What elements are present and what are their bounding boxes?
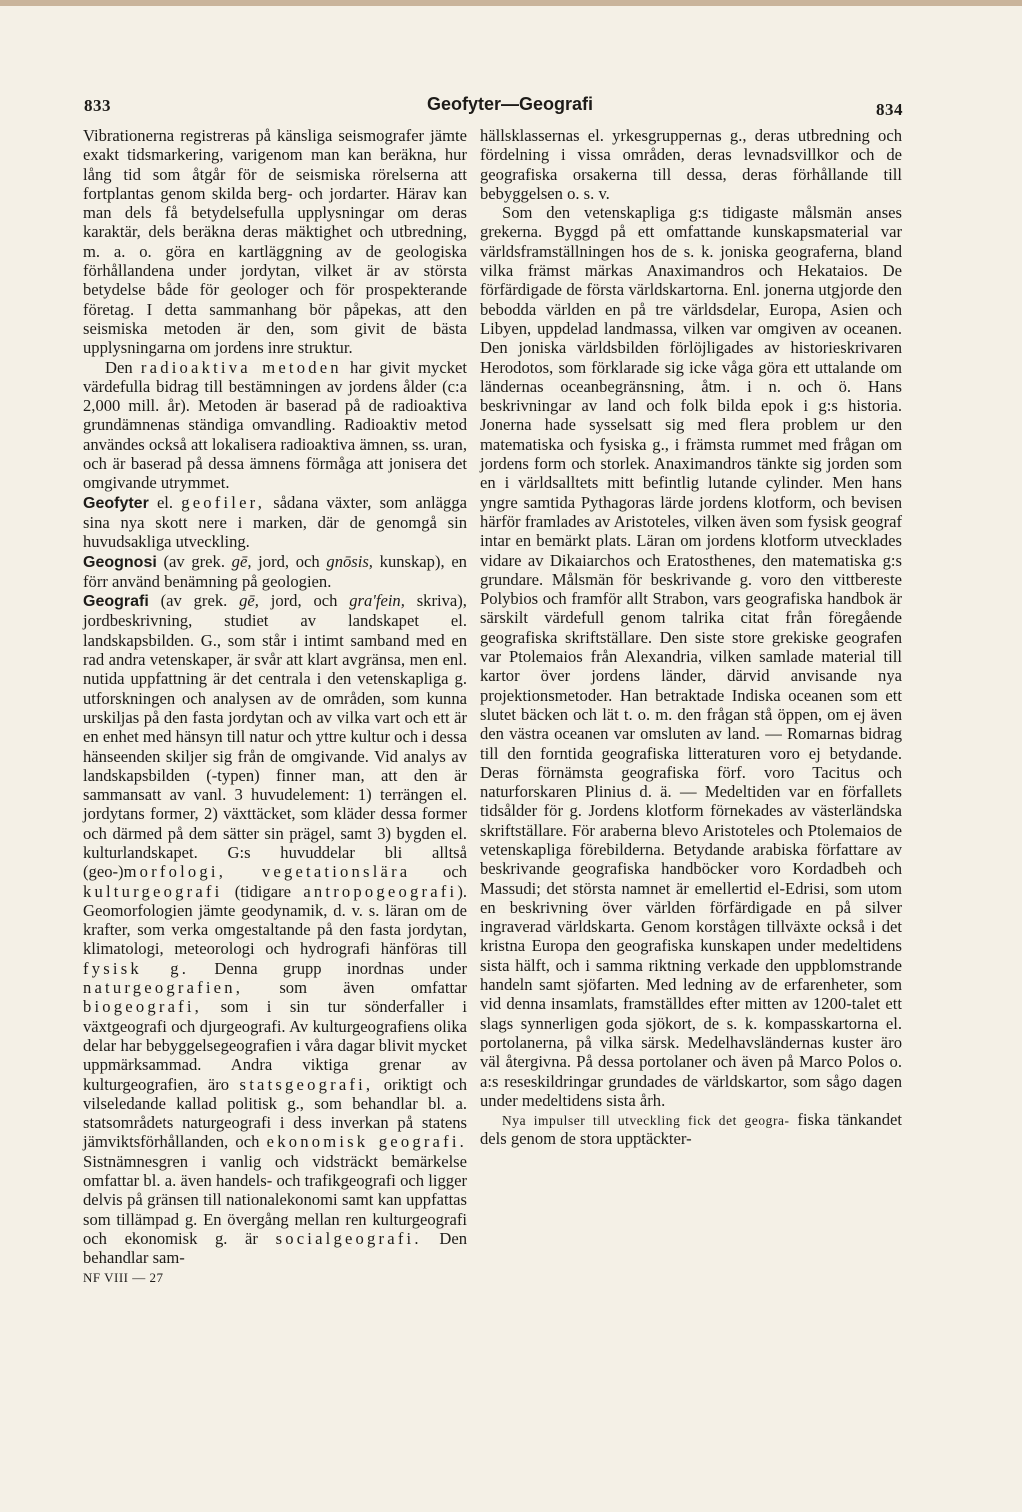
text: oriktigt och vilseledande kallad politisk g., som behandlar bl. a. statsområdets naturgeografi i dess inverkan på statens jämviktsförhållanden, och: [83, 1074, 467, 1152]
greek-term: gē,: [231, 551, 252, 571]
spaced-term: geofiler,: [181, 492, 266, 512]
headword-geofyter: Geofyter: [83, 494, 149, 512]
greek-term: gē,: [239, 591, 259, 611]
spaced-term: antropogeografi: [303, 881, 458, 901]
text: el.: [156, 492, 174, 512]
page-number-right: 834: [876, 100, 903, 119]
headword-geognosi: Geognosi: [83, 553, 157, 571]
spaced-term: morfologi, vegetationslära: [123, 862, 411, 882]
spaced-term: fysisk g.: [83, 958, 190, 978]
text: har givit mycket värdefulla bidrag till bestämningen av jordens ålder (c:a 2,000 mill. år). Metoden är baserad på de radioaktiva grundämnenas ständiga omvandling. Radioaktiv metod användes också att lokalisera radioaktiva ämnen, ss. uran, och är baserad på dessa ämnens förmåga att jonisera det omgivande utrymmet.: [83, 357, 467, 493]
paragraph-radioactive: [83, 358, 467, 493]
entry-geofyter: [83, 493, 467, 552]
spaced-term: socialgeografi.: [275, 1228, 422, 1248]
text: sådana växter, som anlägga sina nya skott nere i marken, där de genomgå sin huvudsakliga utveckling.: [83, 492, 467, 552]
spaced-term: biogeografi,: [83, 997, 203, 1017]
text: jord, och: [258, 551, 320, 571]
text: jord, och: [270, 591, 338, 611]
right-column: [480, 126, 902, 1149]
paragraph-new-impulses: [480, 1110, 902, 1149]
text: geo-: [88, 862, 119, 882]
spaced-term: naturgeografien,: [83, 978, 244, 998]
text: (av grek.: [160, 591, 228, 611]
text: (tidigare: [234, 881, 291, 901]
text: fiska tänkandet dels genom de stora upptäckter-: [480, 1110, 902, 1149]
spaced-term: kulturgeografi: [83, 881, 223, 901]
text: Den: [105, 357, 133, 377]
text: ). Geomorfologien jämte geodynamik, d. v. s. läran om de krafter, som verka omgestaltande på den fasta jordytan, klimatologi, meteorologi och hydrografi hänföras till: [83, 881, 467, 959]
paragraph-seismic: Vibrationerna registreras på känsliga seismografer jämte exakt tidsmarkering, varigenom man kan beräkna, hur lång tid som åtgår för de seismiska rörelserna att fortplantas genom skilda berg- och jordarter. Härav kan man dels få betydelsefulla upplysningar om deras karaktär, dels beräkna deras mäktighet och utbredning, m. a. o. göra en kartläggning av de geologiska förhållandena under jordytan, vilket är av största betydelse både för geologer och för prospekterande företag. I detta sammanhang bör påpekas, att den seismiska metoden är den, som givit de bästa upplysningarna om jordens inre struktur.: [83, 126, 467, 358]
greek-term: gra'fein,: [349, 591, 405, 611]
text: och: [443, 862, 467, 882]
spaced-term: radioaktiva metoden: [140, 357, 342, 377]
text: Sistnämnesgren i vanlig och vidsträckt bemärkelse omfattar bl. a. även handels- och trafikgeografi och ligger delvis på gränsen till nationalekonomi samt kan uppfattas som tillämpad g. En övergång mellan ren kulturgeografi och ekonomisk g. är: [83, 1151, 467, 1248]
text: (av grek.: [163, 551, 225, 571]
text: ): [118, 862, 124, 882]
headword-geografi: Geografi: [83, 593, 149, 611]
greek-term: gnōsis,: [326, 551, 373, 571]
signature-mark: NF VIII — 27: [83, 1269, 164, 1285]
text: Denna grupp inordnas under: [214, 958, 467, 978]
left-column: [83, 126, 467, 1287]
page-number-left: 833: [84, 96, 111, 115]
text: som även omfattar: [279, 978, 467, 998]
paragraph-history: Som den vetenskapliga g:s tidigaste målsmän anses grekerna. Byggd på ett omfattande kunskapsmaterial var världsframställningen hos de s. k. joniska geograferna, bland vilka främst märkas Anaximandros och Hekataios. De förfärdigade de första världskartorna. Enl. jonerna utgjorde den bebodda världen en på tre världsdelar, Europa, Asien och Libyen, uppdelad landmassa, vilken var omgiven av oceanen. Den joniska världsbilden förlöjligades av historieskrivaren Herodotos, som förklarade sig icke våga göra ett uttalande om ländernas oceanbegränsning, åtm. i n. och ö. Hans beskrivningar av land och folk bilda epok i g:s historia. Jonerna hade sysselsatt sig med flera problem ur den matematiska och fysiska g., i främsta rummet med frågan om jordens form och storlek. Anaximandros tänkte sig jorden som en i världsalltets mitt befintlig lutande cylinder. Men hans yngre samtida Pythagoras lärde jordens klotform, och bevisen härför framlades av Aristoteles, vilken även som fysisk geograf intar en bemärkt plats. Läran om jordens klotform utvecklades vidare av Dikaiarchos och Eratosthenes, den matematiska g:s grundare. Målsmän för beskrivande g. voro den vittbereste Polybios och framför allt Strabon, vars geografiska handbok är särskilt värdefull genom talrika citat från föregående geografiska skriftställare. Den siste store grekiske geografen var Ptolemaios från Alexandria, vilken samlade material till kartor över jordens länder, därvid anvisande nya projektionsmetoder. Han betraktade Indiska oceanen som ett slutet bäcken och lät t. o. m. den frågan stå öppen, om ej även den västra oceanen var omsluten av land. — Romarnas bidrag till den forntida geografiska litteraturen voro ej betydande. Deras förnämsta geografiska förf. voro Tacitus och naturforskaren Plinius d. ä. — Medeltiden var en förfallets tidsålder för g. Jordens klotform förnekades av västerländska skriftställare. För araberna blevo Aristoteles och Ptolemaios de vetenskapliga förebilderna. Betydande arabiska författare av beskrivande geografiska handböcker voro Kordadbeh och Massudi; det största namnet är emellertid el-Edrisi, som utom en beskrivning över världen förfärdigade en på silver ingraverad världskarta. Genom korstågen tillväxte också i det kristna Europa den geografiska kunskapen under medeltidens sista hälft, och i samma riktning verkade den uppblomstrande handeln samt sjöfarten. Med ledning av de erfarenheter, som vid denna insamlats, framställdes efter mitten av 1200-talet ett slags synnerligen goda sjökort, de s. k. kompasskartorna el. portolanerna, på vilka särsk. Medelhavsländernas kuster äro väl återgivna. På dessa portolaner och även på Marco Polos o. a:s reseskildringar grundades de världskartor, som sågo dagen under medeltidens sista årh.: [480, 203, 902, 1110]
top-edge-rule: [0, 0, 1022, 6]
small-text: Nya impulser till utveckling fick det geogra-: [502, 1113, 790, 1129]
text: kunskap), en förr använd benämning på geologien.: [83, 551, 467, 591]
paragraph-continuation: hällsklassernas el. yrkesgruppernas g., deras utbredning och fördelning i vissa områden, deras levnadsvillkor och de geografiska orsakerna till dessa, deras förhållande till bebyggelsen o. s. v.: [480, 126, 902, 203]
text: skriva), jordbeskrivning, studiet av landskapet el. landskapsbilden. G., som står i intimt samband med en rad andra vetenskaper, är svår att klart avgränsa, men enl. nutida uppfattning är det centrala i den vetenskapliga g. utforskningen och analysen av de områden, som kunna urskiljas på den fasta jordytan och av vilka vart och ett är en enhet med hänsyn till natur och yttre kultur och i dessa hänseenden skiljer sig från de omgivande. Vid analys av landskapsbilden (-typen) finner man, att den är sammansatt av vanl. 3 huvudelement: 1) terrängen el. jordytans former, 2) växttäcket, som kläder dessa former och därmed på dem sätter sin prägel, samt 3) bygden el. kulturlandskapet. G:s huvuddelar bli alltså (: [83, 591, 467, 882]
text: Den behandlar sam-: [83, 1228, 467, 1268]
text: som i sin tur sönderfaller i växtgeografi och djurgeografi. Av kulturgeografiens olika delar har bebyggelsegeografien i våra dagar blivit mycket uppmärksammad. Andra viktiga grenar av kulturgeografien, äro: [83, 997, 467, 1094]
entry-geognosi: [83, 552, 467, 592]
spaced-term: statsgeografi,: [239, 1074, 374, 1094]
spaced-term: ekonomisk geografi.: [266, 1132, 467, 1152]
running-head: Geofyter—Geografi: [426, 94, 594, 114]
entry-geografi: [83, 591, 467, 1267]
